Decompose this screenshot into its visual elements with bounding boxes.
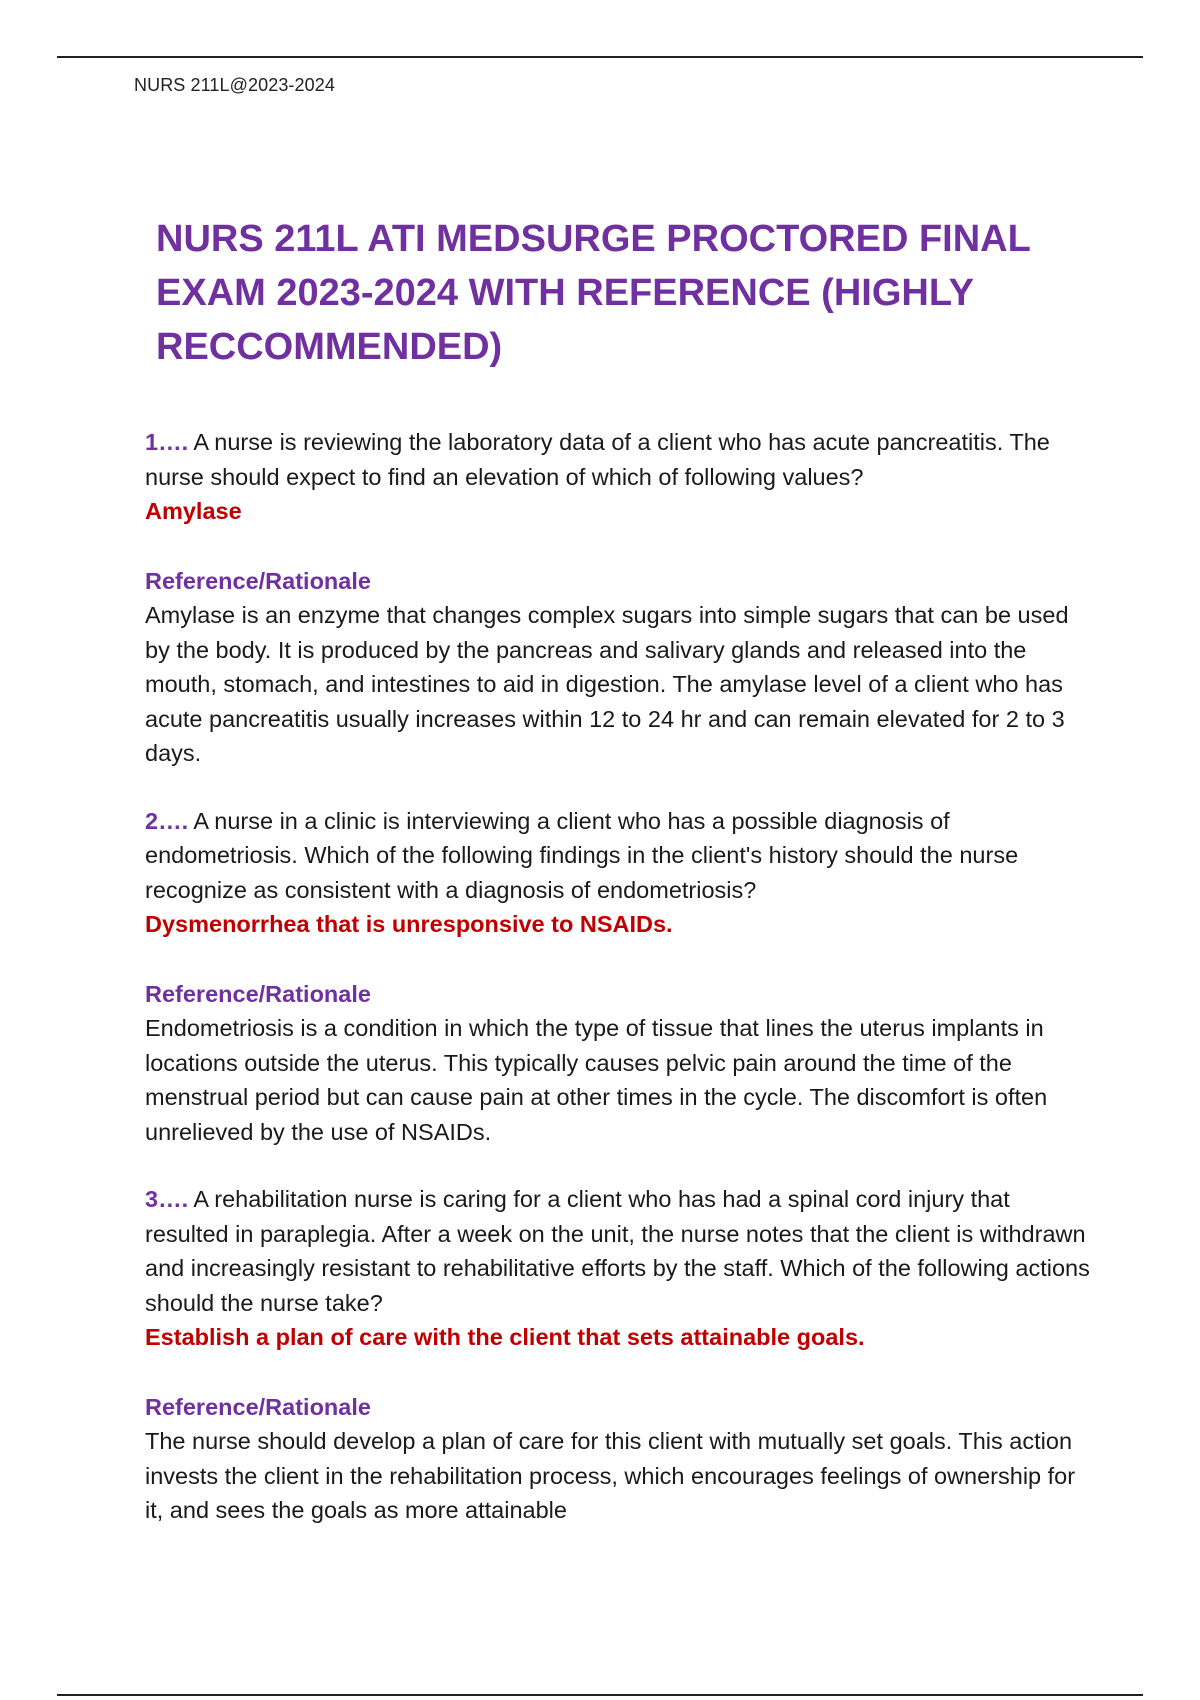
question-prompt: A nurse in a clinic is interviewing a client who has a possible diagnosis of endometriosis. Which of the following findings in the client's history should the nurse recognize as consistent with a diagnosis of endometriosis? (145, 807, 1019, 903)
question-text (145, 804, 1095, 908)
question-number: 3…. (145, 1186, 189, 1212)
reference-heading: Reference/Rationale (145, 980, 371, 1007)
rationale-text: Amylase is an enzyme that changes complex sugars into simple sugars that can be used by the body. It is produced by the pancreas and salivary glands and released into the mouth, stomach, and intestines to aid in digestion. The amylase level of a client who has acute pancreatitis usually increases within 12 to 24 hr and can remain elevated for 2 to 3 days. (145, 602, 1069, 766)
page-header: NURS 211L@2023-2024 (134, 75, 335, 95)
question-number: 1…. (145, 429, 189, 455)
question-number: 2…. (145, 807, 189, 834)
question-item (145, 804, 1095, 1150)
header-rule (57, 56, 1143, 58)
question-prompt: A rehabilitation nurse is caring for a client who has had a spinal cord injury that resulted in paraplegia. After a week on the unit, the nurse notes that the client is withdrawn and increasingly resistant to rehabilitative efforts by the staff. Which of the following actions should the nurse take? (145, 1186, 1090, 1316)
footer-rule (57, 1694, 1143, 1696)
document-title: NURS 211L ATI MEDSURGE PROCTORED FINAL EXAM 2023-2024 WITH REFERENCE (HIGHLY RECCOMMENDED) (156, 218, 1031, 368)
rationale-text: Endometriosis is a condition in which the type of tissue that lines the uterus implants in locations outside the uterus. This typically causes pelvic pain around the time of the menstrual period but can cause pain at other times in the cycle. The discomfort is often unrelieved by the use of NSAIDs. (145, 1015, 1048, 1145)
question-text (145, 425, 1095, 494)
question-prompt: A nurse is reviewing the laboratory data of a client who has acute pancreatitis. The nurse should expect to find an elevation of which of following values? (145, 429, 1050, 490)
correct-answer: Establish a plan of care with the client that sets attainable goals. (145, 1324, 865, 1350)
question-text (145, 1182, 1095, 1320)
question-item (145, 1182, 1095, 1528)
reference-heading: Reference/Rationale (145, 567, 371, 594)
question-list (145, 425, 1095, 1528)
correct-answer: Dysmenorrhea that is unresponsive to NSAIDs. (145, 911, 673, 937)
question-item (145, 425, 1095, 771)
correct-answer: Amylase (145, 498, 242, 524)
reference-heading: Reference/Rationale (145, 1393, 371, 1420)
rationale-text: The nurse should develop a plan of care for this client with mutually set goals. This action invests the client in the rehabilitation process, which encourages feelings of ownership for it, and sees the goals as more attainable (145, 1428, 1076, 1523)
